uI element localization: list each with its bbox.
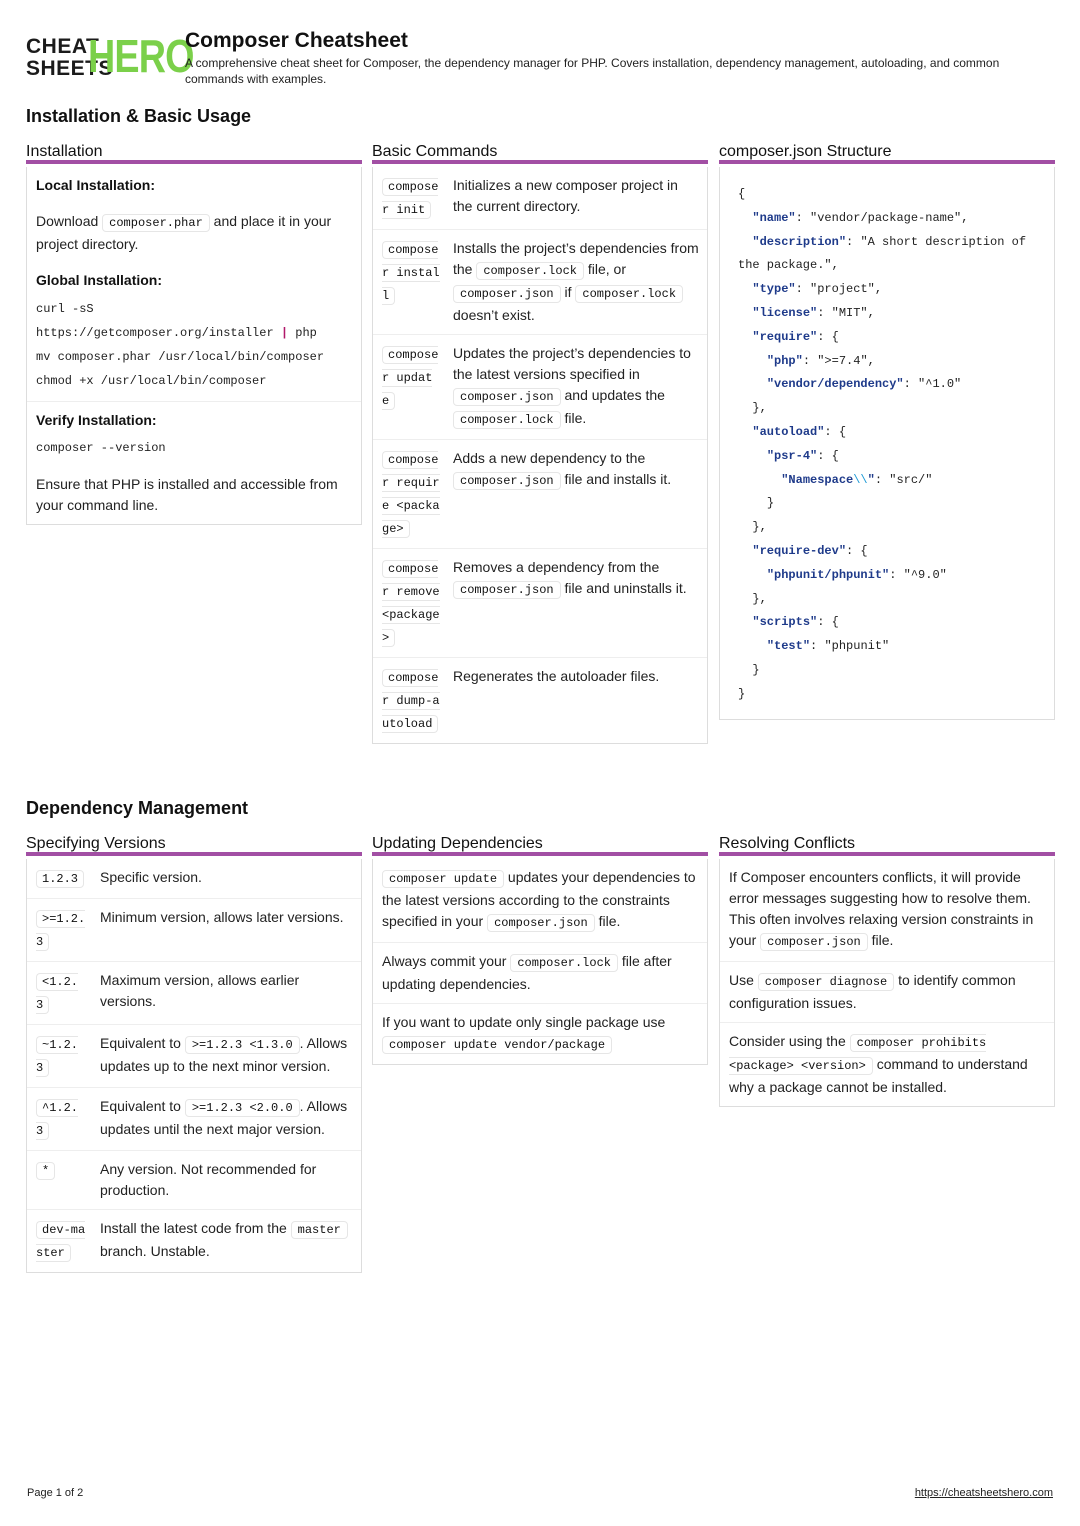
table-row — [27, 899, 361, 962]
version-code: * — [36, 1162, 55, 1180]
ensure-php-text: Ensure that PHP is installed and accessible from your command line. — [36, 476, 338, 513]
composer-json-structure-panel — [719, 140, 1055, 720]
desc-dump-autoload: Regenerates the autoloader files. — [453, 668, 660, 684]
list-item: Consider using the composer prohibits <package> <version> command to understand why a package cannot be installed. — [729, 1033, 1028, 1095]
section-installation-basic-usage: Installation & Basic Usage — [26, 106, 252, 126]
local-installation — [27, 167, 361, 402]
logo-hero: HERO — [88, 30, 194, 82]
updating-dependencies-heading: Updating Dependencies — [372, 832, 708, 856]
local-text: Download — [36, 213, 99, 229]
composer-json-code: { "name": "vendor/package-name", "description": "A short description of the package.", "type": "project", "license": "MIT", "require": { "php": ">=7.4", "vendor/dependency": "^1.0" }, "autoload": { "psr-4": { "Namespace\\": "src/" } }, "require-dev": { "phpunit/phpunit": "^9.0" }, "scripts": { "test": "phpunit" } } — [738, 187, 1034, 701]
list-item: Always commit your composer.lock file after updating dependencies. — [373, 943, 707, 1004]
installation-panel — [26, 140, 362, 525]
resolving-conflicts-heading: Resolving Conflicts — [719, 832, 1055, 856]
basic-commands-panel — [372, 140, 708, 744]
page-number: Page 1 of 2 — [27, 1487, 84, 1499]
desc-install: Installs the project’s dependencies from the composer.lock file, or composer.json if composer.lock doesn’t exist. — [453, 240, 699, 323]
verify-installation — [27, 402, 361, 524]
table-row — [373, 658, 707, 743]
table-row — [373, 230, 707, 335]
cmd-composer-update: composer update — [382, 348, 439, 408]
verify-installation-label: Verify Installation: — [36, 412, 157, 428]
desc-require: Adds a new dependency to the composer.json file and installs it. — [453, 450, 672, 488]
updating-dependencies-panel — [372, 832, 708, 1065]
table-row — [27, 1151, 361, 1210]
local-installation-label: Local Installation: — [36, 177, 156, 193]
table-row — [27, 859, 361, 899]
resolving-conflicts-panel — [719, 832, 1055, 1107]
version-desc: Install the latest code from the master branch. Unstable. — [91, 1210, 361, 1272]
list-item: composer update updates your dependencies to the latest versions according to the constraints specified in your composer.json file. — [373, 859, 707, 943]
specifying-versions-heading: Specifying Versions — [26, 832, 362, 856]
version-code: >=1.2.3 — [36, 912, 86, 949]
table-row — [27, 1088, 361, 1151]
version-desc: Equivalent to >=1.2.3 <2.0.0 . Allows updates until the next major version. — [100, 1098, 348, 1137]
list-item: If Composer encounters conflicts, it will provide error messages suggesting how to resolve them. This often involves relaxing version constraints in your composer.json file. — [720, 859, 1054, 962]
composer-json-structure-heading: composer.json Structure — [719, 140, 1055, 164]
table-row — [373, 167, 707, 230]
version-code: ^1.2.3 — [36, 1101, 79, 1138]
version-desc: Maximum version, allows earlier versions. — [100, 972, 300, 1009]
table-row — [373, 440, 707, 549]
cmd-composer-remove: composer remove <package> — [382, 562, 440, 645]
code-composer-phar: composer.phar — [102, 214, 210, 232]
page-title: Composer Cheatsheet — [185, 29, 408, 52]
footer-link[interactable]: https://cheatsheetshero.com — [914, 1487, 1053, 1499]
table-row — [373, 549, 707, 658]
version-desc: Specific version. — [100, 869, 202, 885]
table-row — [373, 335, 707, 440]
logo-line1: CHEAT — [26, 35, 100, 58]
page-description: A comprehensive cheat sheet for Composer, the dependency manager for PHP. Covers installation, dependency management, autoloading, and common commands with examples. — [185, 56, 1000, 86]
installation-heading: Installation — [26, 140, 362, 164]
local-text-end: and place it in your project directory. — [36, 213, 332, 252]
list-item: Use composer diagnose to identify common configuration issues. — [720, 962, 1054, 1023]
table-row — [27, 962, 361, 1025]
logo[interactable] — [26, 30, 194, 82]
table-row — [27, 1025, 361, 1088]
list-item: If you want to update only single package use composer update vendor/package — [382, 1014, 666, 1052]
table-row — [27, 1210, 361, 1272]
cmd-composer-install: composer install — [382, 243, 440, 303]
section-dependency-management: Dependency Management — [26, 798, 249, 818]
cmd-composer-dump-autoload: composer dump-autoload — [382, 671, 440, 731]
basic-commands-heading: Basic Commands — [372, 140, 708, 164]
cmd-composer-require: composer require <package> — [382, 453, 440, 536]
logo-line2: SHEETS — [26, 57, 114, 80]
version-desc: Any version. Not recommended for production. — [100, 1161, 317, 1198]
desc-update: Updates the project’s dependencies to the latest versions specified in composer.json and updates the composer.lock file. — [453, 345, 691, 427]
global-installation-label: Global Installation: — [36, 272, 163, 288]
version-desc: Equivalent to >=1.2.3 <1.3.0 . Allows updates up to the next minor version. — [100, 1035, 348, 1074]
version-code: dev-master — [36, 1223, 86, 1260]
cmd-composer-init: composer init — [382, 180, 439, 217]
version-code: 1.2.3 — [36, 870, 84, 888]
version-desc: Minimum version, allows later versions. — [100, 909, 344, 925]
global-install-code: curl -sS https://getcomposer.org/installer | php mv composer.phar /usr/local/bin/composer chmod +x /usr/local/bin/composer — [36, 302, 325, 388]
version-code: <1.2.3 — [36, 975, 79, 1012]
specifying-versions-panel — [26, 832, 362, 1273]
desc-remove: Removes a dependency from the composer.json file and uninstalls it. — [453, 559, 687, 597]
desc-init: Initializes a new composer project in the current directory. — [453, 177, 678, 214]
version-code: ~1.2.3 — [36, 1038, 79, 1075]
verify-code: composer --version — [36, 441, 166, 455]
